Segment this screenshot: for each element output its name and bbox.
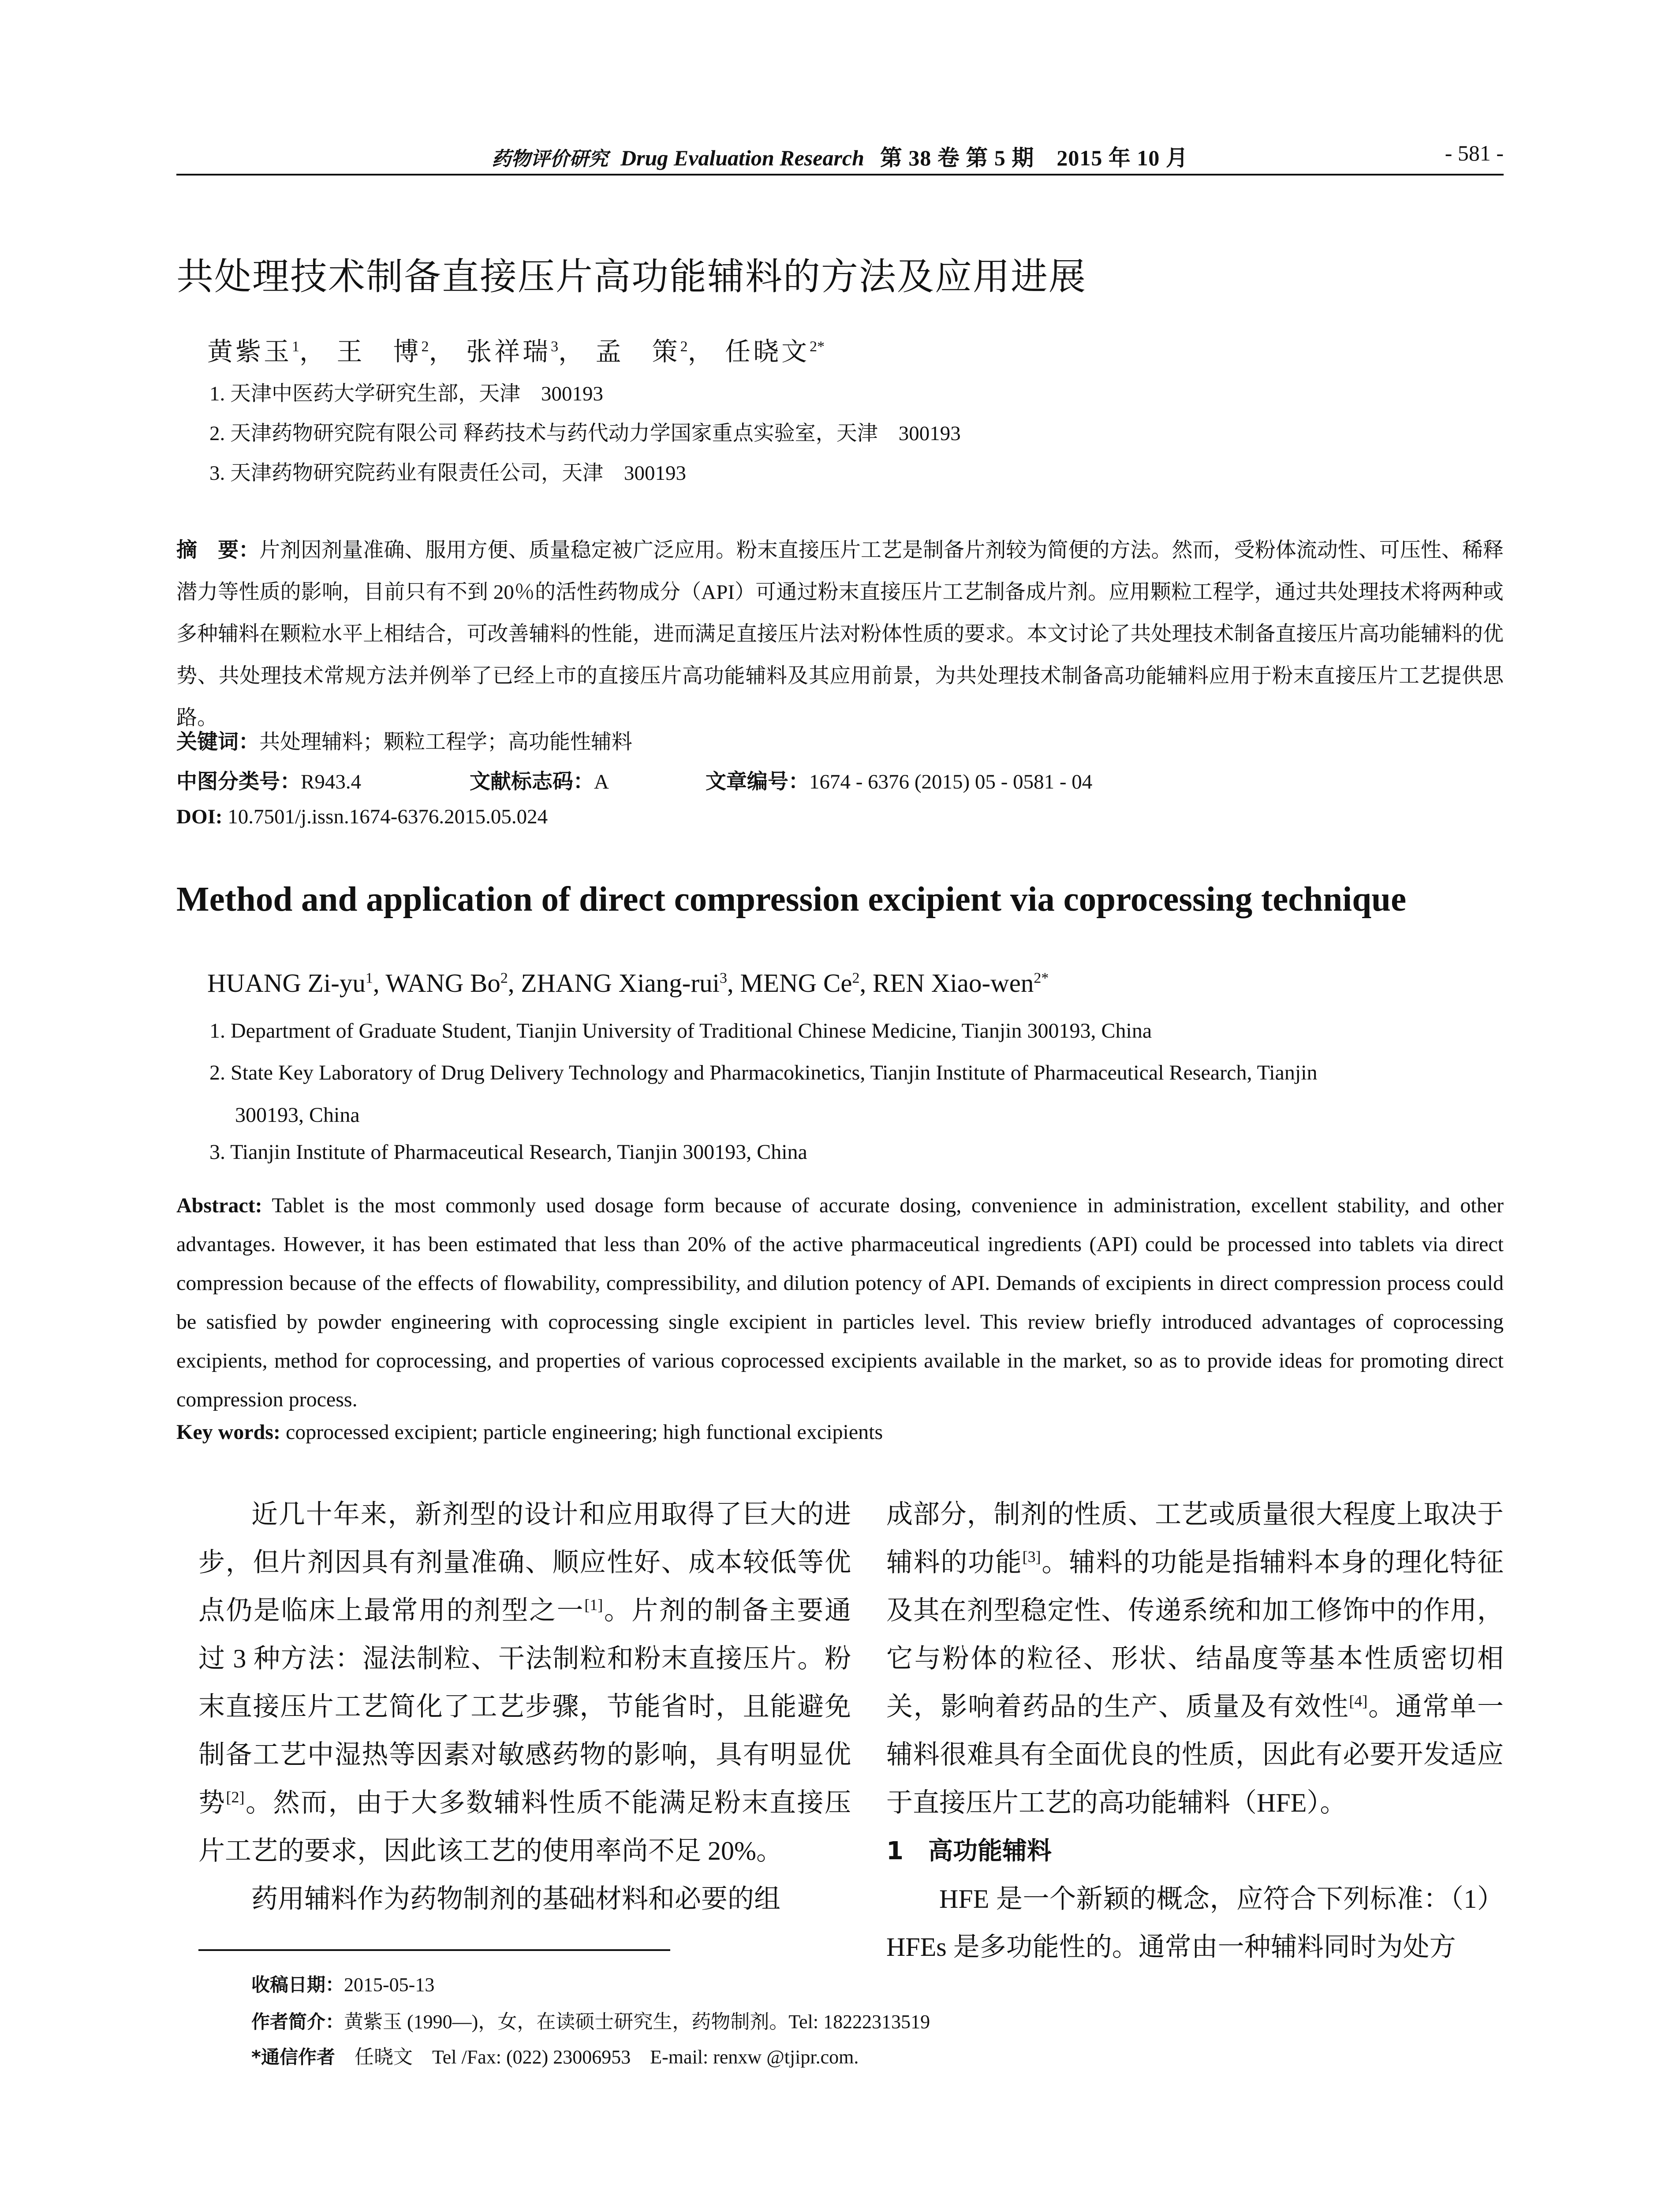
keywords-en [176, 1420, 883, 1444]
keywords-cn [176, 725, 632, 755]
author-affil-mark: 2 [500, 970, 508, 987]
footnote-label: 作者简介： [251, 2011, 344, 2033]
clc-label: 中图分类号： [176, 770, 301, 794]
author-affil-mark: 2 [680, 338, 688, 355]
footnote-author-bio [251, 2006, 930, 2034]
body-text: 。然而，由于大多数辅料性质不能满足粉末直接压片工艺的要求，因此该工艺的使用率尚不足 20%。 [198, 1788, 851, 1865]
author-name: HUANG Zi-yu [207, 968, 366, 998]
keywords-en-text: coprocessed excipient; particle engineering; high functional excipients [280, 1420, 883, 1444]
author-name: 孟 策 [595, 337, 680, 366]
body-text: 。辅料的功能是指辅料本身的理化特征及其在剂型稳定性、传递系统和加工修饰中的作用，它与粉体的粒径、形状、结晶度等基本性质密切相关，影响着药品的生产、质量及有效性 [886, 1548, 1504, 1721]
doc-code-value: A [594, 770, 609, 793]
author-affil-mark: 2* [810, 338, 825, 355]
author-name: ZHANG Xiang-rui [521, 968, 720, 998]
author-affil-mark: 1 [292, 338, 300, 355]
affiliation-en-line: 300193, China [235, 1103, 360, 1127]
issue-info: 第 38 卷 第 5 期 2015 年 10 月 [880, 146, 1188, 170]
footnote-corresponding [251, 2041, 859, 2069]
body-paragraph [886, 1491, 1504, 1827]
affiliation-en: 1. Department of Graduate Student, Tianjin University of Traditional Chinese Medicine, Tianjin 300193, China [209, 1019, 1152, 1043]
authors-en: HUANG $Zi-yu^1$, WANG Bo$^2$, ZHANG Xiang-rui$^3$, MENG Ce$^2$, REN Xiao-wen$^{2*}$ [207, 968, 1049, 998]
citation-ref[interactable]: [3] [1022, 1548, 1041, 1566]
author-affil-mark: 2 [852, 970, 860, 987]
keywords-cn-label: 关键词： [176, 730, 259, 754]
author-affil-mark: 2 [421, 338, 429, 355]
body-column-left [198, 1491, 851, 1923]
abstract-cn-label: 摘 要： [176, 538, 260, 562]
body-paragraph [198, 1491, 851, 1875]
author-name: 黄紫玉 [207, 337, 292, 366]
journal-name-en: Drug Evaluation Research [620, 146, 864, 170]
header-rule [176, 174, 1504, 176]
doi-value: 10.7501/j.issn.1674-6376.2015.05.024 [222, 805, 548, 828]
body-paragraph: HFE 是一个新颖的概念，应符合下列标准：（1）HFEs 是多功能性的。通常由一种辅料同时为处方 [886, 1884, 1504, 1962]
author-name: 张祥瑞 [466, 337, 551, 366]
affiliation-cn: 3. 天津药物研究院药业有限责任公司，天津 300193 [209, 462, 686, 485]
author-name: 任晓文 [725, 337, 810, 366]
footnote-rule [198, 1949, 670, 1951]
affiliation-en: 3. Tianjin Institute of Pharmaceutical Research, Tianjin 300193, China [209, 1140, 807, 1164]
body-text: 。片剂的制备主要通过 3 种方法：湿法制粒、干法制粒和粉末直接压片。粉末直接压片工艺简化了工艺步骤，节能省时，且能避免制备工艺中湿热等因素对敏感药物的影响，具有明显优势 [198, 1596, 851, 1817]
citation-ref[interactable]: [2] [226, 1788, 245, 1806]
title-en: Method and application of direct compression excipient via coprocessing technique [176, 880, 1407, 919]
author-name: WANG Bo [385, 968, 500, 998]
abstract-cn-text: 片剂因剂量准确、服用方便、质量稳定被广泛应用。粉末直接压片工艺是制备片剂较为简便的方法。然而，受粉体流动性、可压性、稀释潜力等性质的影响，目前只有不到 20％的活性药物成分（API）可通过粉末直接压片工艺制备成片剂。应用颗粒工程学，通过共处理技术将两种或多种辅料在颗粒水平上相结合，可改善辅料的性能，进而满足直接压片法对粉体性质的要求。本文讨论了共处理技术制备直接压片高功能辅料的优势、共处理技术常规方法并例举了已经上市的直接压片高功能辅料及其应用前景，为共处理技术制备高功能辅料应用于粉末直接压片工艺提供思路。 [176, 539, 1504, 729]
abstract-cn [176, 529, 1504, 739]
article-no-label: 文章编号： [706, 770, 809, 794]
footnote-text: 任晓文 Tel /Fax: (022) 23006953 E-mail: renxw @tjipr.com. [335, 2046, 859, 2068]
authors-cn: 黄紫玉$^1$， 王 博$^2$， 张祥瑞$^3$， 孟 策$^2$， 任晓文$^{2*}$ [207, 337, 825, 366]
classification-line [176, 765, 1092, 795]
footnote-text: 2015-05-13 [344, 1974, 435, 1996]
affiliation-cn: 1. 天津中医药大学研究生部，天津 300193 [209, 382, 603, 405]
author-affil-mark: 3 [720, 970, 727, 987]
author-affil-mark: 2* [1034, 970, 1049, 987]
running-header-title [176, 140, 1504, 172]
footnote-label: 收稿日期： [251, 1974, 344, 1996]
body-paragraph: 药用辅料作为药物制剂的基础材料和必要的组 [251, 1884, 780, 1913]
affiliation-cn: 2. 天津药物研究院有限公司 释药技术与药代动力学国家重点实验室，天津 300193 [209, 422, 961, 445]
body-text: 。通常单一辅料很难具有全面优良的性质，因此有必要开发适应于直接压片工艺的高功能辅料（HFE）。 [886, 1692, 1504, 1817]
author-affil-mark: 3 [551, 338, 559, 355]
section-heading: 1 高功能辅料 [886, 1837, 1052, 1865]
affiliation-en [209, 1052, 1504, 1136]
clc-value: R943.4 [301, 770, 362, 793]
author-name: MENG Ce [740, 968, 852, 998]
journal-logo-cn: 药物评价研究 [492, 148, 609, 170]
page-number: - 581 - [1445, 141, 1504, 165]
affiliation-en-line: 2. State Key Laboratory of Drug Delivery Technology and Pharmacokinetics, Tianjin Institute of Pharmaceutical Research, Tianjin [209, 1061, 1318, 1084]
footnote-received [251, 1970, 434, 1997]
keywords-cn-text: 共处理辅料；颗粒工程学；高功能性辅料 [259, 731, 632, 754]
citation-ref[interactable]: [4] [1349, 1692, 1368, 1710]
abstract-en [176, 1186, 1504, 1419]
author-name: 王 博 [336, 337, 422, 366]
doi-line [176, 805, 548, 829]
article-no-value: 1674 - 6376 (2015) 05 - 0581 - 04 [809, 770, 1093, 793]
abstract-en-label: Abstract: [176, 1194, 262, 1217]
doc-code-label: 文献标志码： [470, 770, 594, 794]
body-text: 成部分，制剂的性质、工艺或质量很大程度上取决于辅料的功能 [886, 1500, 1504, 1577]
footnote-text: 黄紫玉 (1990—)，女，在读硕士研究生，药物制剂。Tel: 18222313519 [344, 2011, 930, 2033]
abstract-en-text: Tablet is the most commonly used dosage form because of accurate dosing, convenience in administration, excellent stability, and other advantages. However, it has been estimated that less than 20% of the active pharmaceutical ingredients (API) could be processed into tablets via direct compression because of the effects of flowability, compressibility, and dilution potency of API. Demands of excipients in direct compression process could be satisfied by powder engineering with coprocessing single excipient in particles level. This review briefly introduced advantages of coprocessing excipients, method for coprocessing, and properties of various coprocessed excipients available in the market, so as to provide ideas for promoting direct compression process. [176, 1194, 1504, 1411]
body-column-right [886, 1491, 1504, 1971]
running-header [176, 140, 1504, 170]
keywords-en-label: Key words: [176, 1420, 280, 1444]
doi-label: DOI: [176, 805, 223, 828]
author-affil-mark: 1 [365, 970, 373, 987]
title-cn: 共处理技术制备直接压片高功能辅料的方法及应用进展 [176, 255, 1087, 298]
author-name: REN Xiao-wen [873, 968, 1034, 998]
footnote-label: *通信作者 [251, 2046, 335, 2068]
body-text: 近几十年来，新剂型的设计和应用取得了巨大的进步，但片剂因具有剂量准确、顺应性好、成本较低等优点仍是临床上最常用的剂型之一 [198, 1500, 851, 1625]
citation-ref[interactable]: [1] [584, 1596, 603, 1614]
